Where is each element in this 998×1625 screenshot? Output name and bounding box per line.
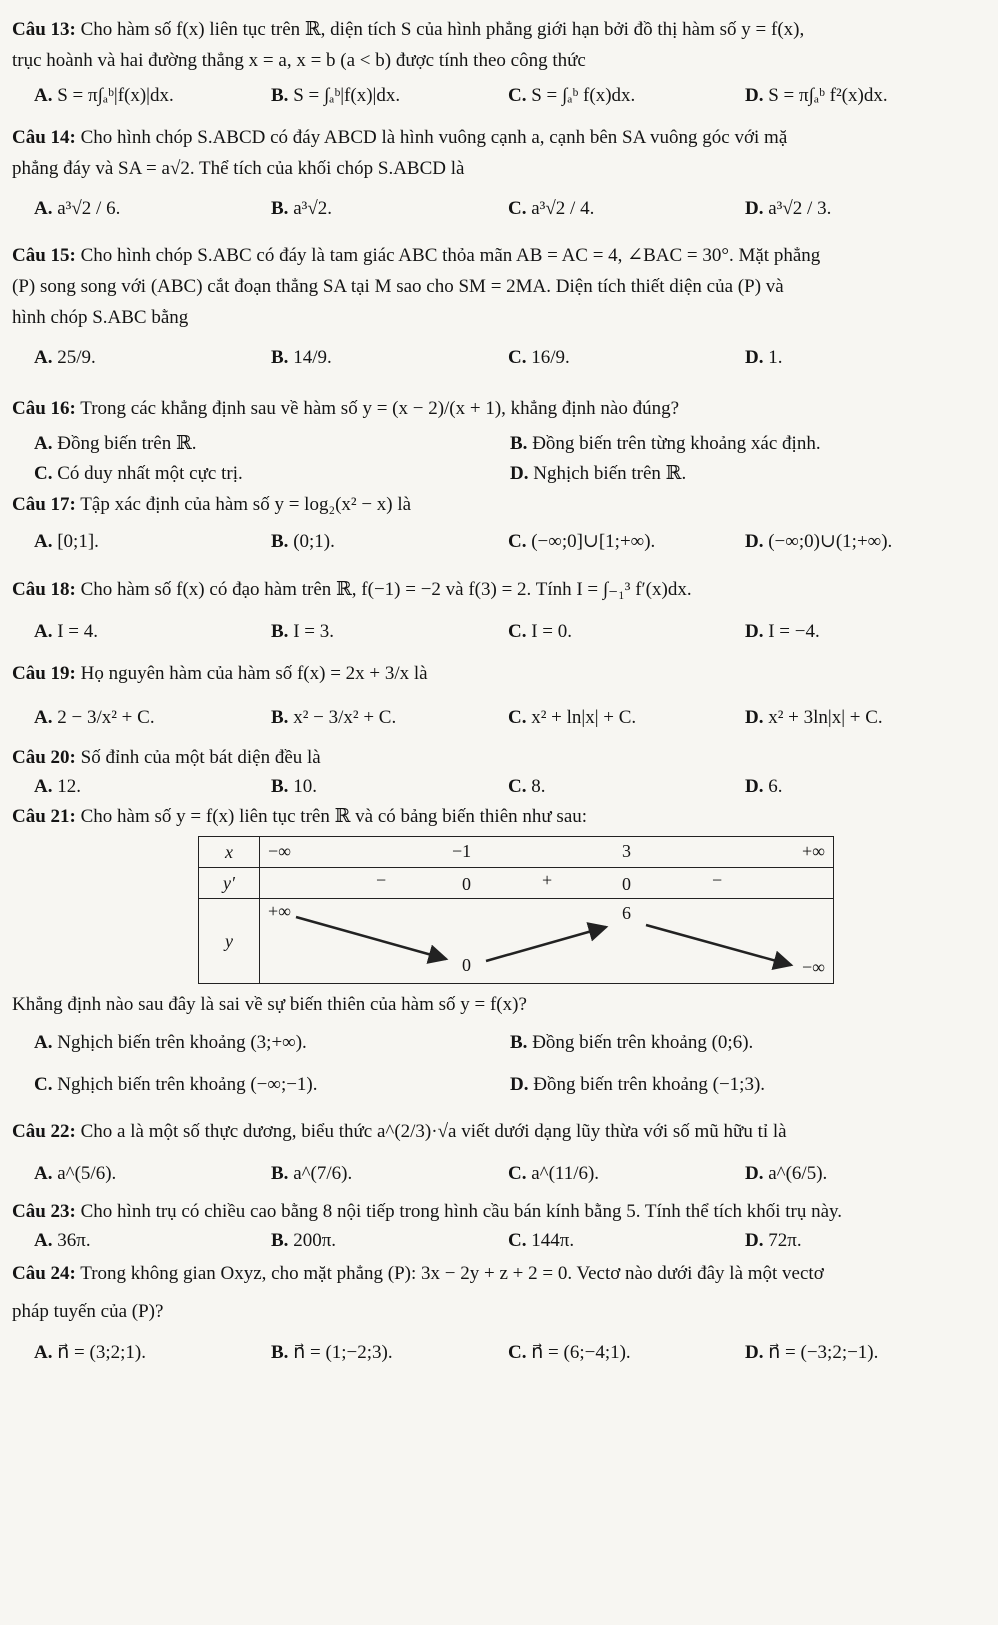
question-24-option-b: B. n⃗ = (1;−2;3). bbox=[271, 1342, 393, 1363]
question-24-option-c: C. n⃗ = (6;−4;1). bbox=[508, 1342, 631, 1363]
question-23-stem: Câu 23: Cho hình trụ có chiều cao bằng 8 nội tiếp trong hình cầu bán kính bằng 5. Tính thể tích khối trụ này. bbox=[12, 1201, 843, 1222]
question-21-option-a: A. Nghịch biến trên khoảng (3;+∞). bbox=[34, 1032, 307, 1053]
question-15-stem-line2: (P) song song với (ABC) cắt đoạn thẳng SA tại M sao cho SM = 2MA. Diện tích thiết diện của (P) và bbox=[12, 276, 784, 297]
question-13-option-b: B. S = ∫ₐᵇ|f(x)|dx. bbox=[271, 85, 401, 106]
x-value-neg-one: −1 bbox=[452, 841, 472, 861]
x-value-pos-inf: +∞ bbox=[802, 841, 825, 861]
question-16-option-d: D. Nghịch biến trên ℝ. bbox=[510, 463, 687, 484]
question-14-stem: Câu 14: Cho hình chóp S.ABCD có đáy ABCD là hình vuông cạnh a, cạnh bên SA vuông góc với mặ bbox=[12, 127, 788, 148]
question-21-option-b: B. Đồng biến trên khoảng (0;6). bbox=[510, 1032, 754, 1053]
question-15-stem: Câu 15: Cho hình chóp S.ABC có đáy là tam giác ABC thỏa mãn AB = AC = 4, ∠BAC = 30°. Mặt phẳng bbox=[12, 245, 821, 266]
variation-table bbox=[198, 836, 834, 984]
question-19-option-b: B. x² − 3/x² + C. bbox=[271, 707, 397, 728]
question-13-option-a: A. S = π∫ₐᵇ|f(x)|dx. bbox=[34, 85, 174, 106]
arrow-decreasing-1 bbox=[296, 917, 446, 959]
question-16-option-a: A. Đồng biến trên ℝ. bbox=[34, 433, 197, 454]
question-13-stem: Câu 13: Cho hàm số f(x) liên tục trên ℝ, diện tích S của hình phẳng giới hạn bởi đồ thị hàm số y = f(x), bbox=[12, 19, 805, 40]
question-18-options bbox=[34, 610, 982, 654]
yprime-sign-1: − bbox=[376, 870, 387, 890]
table-y-label: y bbox=[199, 899, 260, 984]
y-value-neg-inf: −∞ bbox=[802, 957, 825, 977]
question-19-option-a: A. 2 − 3/x² + C. bbox=[34, 707, 155, 728]
question-14-stem-line2: phẳng đáy và SA = a√2. Thể tích của khối chóp S.ABCD là bbox=[12, 158, 465, 179]
arrow-increasing bbox=[486, 927, 606, 961]
question-19-options bbox=[34, 694, 982, 742]
question-13-stem-line2: trục hoành và hai đường thẳng x = a, x = b (a < b) được tính theo công thức bbox=[12, 50, 586, 71]
question-14-option-c: C. a³√2 / 4. bbox=[508, 198, 595, 219]
question-23-option-a: A. 36π. bbox=[34, 1230, 91, 1251]
question-23-option-b: B. 200π. bbox=[271, 1230, 337, 1251]
question-14-option-d: D. a³√2 / 3. bbox=[745, 198, 832, 219]
question-22-option-c: C. a^(11/6). bbox=[508, 1163, 600, 1184]
question-16-option-c: C. Có duy nhất một cực trị. bbox=[34, 463, 243, 484]
question-17-option-a: A. [0;1]. bbox=[34, 531, 99, 552]
question-14-option-b: B. a³√2. bbox=[271, 198, 332, 219]
question-15-option-d: D. 1. bbox=[745, 347, 783, 368]
question-17-options bbox=[34, 520, 982, 564]
arrow-decreasing-2 bbox=[646, 925, 791, 965]
question-17-stem: Câu 17: Tập xác định của hàm số y = log₂(x² − x) là bbox=[12, 494, 412, 515]
question-24-stem-line2: pháp tuyến của (P)? bbox=[12, 1301, 164, 1322]
question-19-stem: Câu 19: Họ nguyên hàm của hàm số f(x) = 2x + 3/x là bbox=[12, 663, 428, 684]
question-19-option-c: C. x² + ln|x| + C. bbox=[508, 707, 637, 728]
question-15-stem-line3: hình chóp S.ABC bằng bbox=[12, 307, 189, 328]
question-17-option-c: C. (−∞;0]∪[1;+∞). bbox=[508, 531, 656, 552]
question-22-options bbox=[34, 1152, 982, 1196]
question-20-option-a: A. 12. bbox=[34, 776, 81, 797]
question-20-stem: Câu 20: Số đỉnh của một bát diện đều là bbox=[12, 747, 321, 768]
question-17-option-d: D. (−∞;0)∪(1;+∞). bbox=[745, 531, 893, 552]
question-18-option-b: B. I = 3. bbox=[271, 621, 334, 642]
table-x-label: x bbox=[199, 837, 260, 868]
question-18-option-d: D. I = −4. bbox=[745, 621, 820, 642]
question-24-options bbox=[34, 1331, 982, 1375]
question-17-option-b: B. (0;1). bbox=[271, 531, 335, 552]
question-13-option-c: C. S = ∫ₐᵇ f(x)dx. bbox=[508, 85, 636, 106]
question-20-option-b: B. 10. bbox=[271, 776, 317, 797]
question-13-option-d: D. S = π∫ₐᵇ f²(x)dx. bbox=[745, 85, 888, 106]
question-18-option-a: A. I = 4. bbox=[34, 621, 99, 642]
table-yprime-label: y′ bbox=[199, 868, 260, 899]
question-16-stem: Câu 16: Trong các khẳng định sau về hàm số y = (x − 2)/(x + 1), khẳng định nào đúng? bbox=[12, 398, 680, 419]
question-23-option-c: C. 144π. bbox=[508, 1230, 575, 1251]
question-15-options bbox=[34, 333, 982, 383]
question-22-option-a: A. a^(5/6). bbox=[34, 1163, 117, 1184]
question-19-option-d: D. x² + 3ln|x| + C. bbox=[745, 707, 883, 728]
question-21-stem: Câu 21: Cho hàm số y = f(x) liên tục trên ℝ và có bảng biến thiên như sau: bbox=[12, 806, 588, 827]
x-value-three: 3 bbox=[622, 841, 631, 861]
question-24-option-a: A. n⃗ = (3;2;1). bbox=[34, 1342, 146, 1363]
yprime-zero-2: 0 bbox=[622, 874, 631, 894]
question-14-options bbox=[34, 184, 982, 234]
question-23-option-d: D. 72π. bbox=[745, 1230, 802, 1251]
question-18-stem: Câu 18: Cho hàm số f(x) có đạo hàm trên ℝ, f(−1) = −2 và f(3) = 2. Tính I = ∫₋₁³ f′(x)dx. bbox=[12, 579, 692, 600]
yprime-zero-1: 0 bbox=[462, 874, 471, 894]
question-21-options bbox=[34, 1022, 982, 1106]
question-20-option-d: D. 6. bbox=[745, 776, 783, 797]
question-16-options bbox=[34, 429, 982, 489]
question-20-options bbox=[34, 773, 982, 801]
question-16-option-b: B. Đồng biến trên từng khoảng xác định. bbox=[510, 433, 821, 454]
question-15-option-c: C. 16/9. bbox=[508, 347, 570, 368]
question-15-option-a: A. 25/9. bbox=[34, 347, 96, 368]
yprime-sign-3: − bbox=[712, 870, 723, 890]
question-18-option-c: C. I = 0. bbox=[508, 621, 573, 642]
yprime-sign-2: + bbox=[542, 870, 553, 890]
question-21-option-c: C. Nghịch biến trên khoảng (−∞;−1). bbox=[34, 1074, 318, 1095]
question-15-option-b: B. 14/9. bbox=[271, 347, 332, 368]
question-14-option-a: A. a³√2 / 6. bbox=[34, 198, 121, 219]
question-23-options bbox=[34, 1227, 982, 1255]
y-value-six: 6 bbox=[622, 903, 631, 923]
x-value-neg-inf: −∞ bbox=[268, 841, 291, 861]
variation-arrows bbox=[266, 899, 846, 983]
question-13-options bbox=[34, 76, 982, 116]
question-24-option-d: D. n⃗ = (−3;2;−1). bbox=[745, 1342, 879, 1363]
question-21-option-d: D. Đồng biến trên khoảng (−1;3). bbox=[510, 1074, 766, 1095]
y-value-pos-inf: +∞ bbox=[268, 901, 291, 921]
y-value-zero: 0 bbox=[462, 955, 471, 975]
question-24-stem: Câu 24: Trong không gian Oxyz, cho mặt phẳng (P): 3x − 2y + z + 2 = 0. Vectơ nào dưới đây là một vectơ bbox=[12, 1263, 824, 1284]
question-20-option-c: C. 8. bbox=[508, 776, 546, 797]
question-21-stem-line2: Khẳng định nào sau đây là sai về sự biến thiên của hàm số y = f(x)? bbox=[12, 994, 527, 1015]
question-22-option-d: D. a^(6/5). bbox=[745, 1163, 828, 1184]
question-22-option-b: B. a^(7/6). bbox=[271, 1163, 353, 1184]
question-22-stem: Câu 22: Cho a là một số thực dương, biểu thức a^(2/3)·√a viết dưới dạng lũy thừa với số mũ hữu tỉ là bbox=[12, 1121, 787, 1142]
